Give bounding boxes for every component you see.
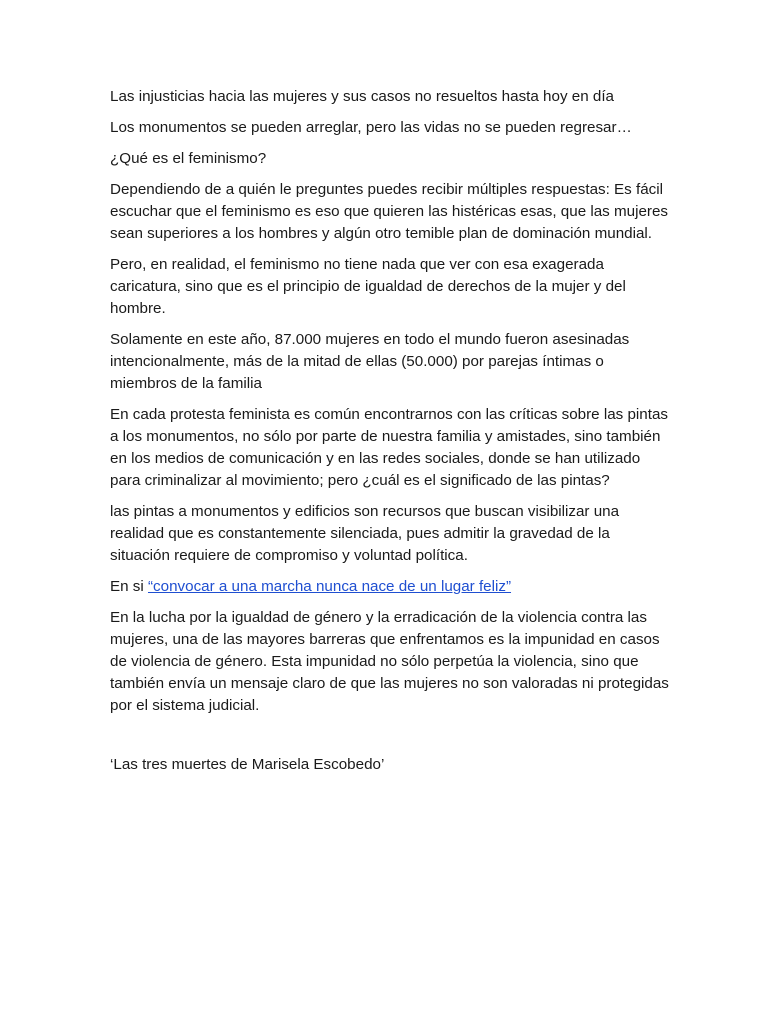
paragraph-que-es-feminismo: ¿Qué es el feminismo? — [110, 150, 267, 167]
paragraph-respuestas: Dependiendo de a quién le preguntes puedes recibir múltiples respuestas: Es fácil escuchar que el feminismo es eso que quieren las histéricas esas, que las mujeres sean superiores a los hombres y algún otro temible plan de dominación mundial. — [110, 181, 669, 242]
paragraph-pintas: las pintas a monumentos y edificios son recursos que buscan visibilizar una realidad que es constantemente silenciada, pues admitir la gravedad de la situación requiere de compromiso y voluntad política. — [110, 503, 620, 564]
paragraph-monumentos: Los monumentos se pueden arreglar, pero las vidas no se pueden regresar… — [110, 119, 632, 136]
paragraph-en-si-prefix: En si — [110, 578, 148, 595]
paragraph-protesta: En cada protesta feminista es común encontrarnos con las críticas sobre las pintas a los monumentos, no sólo por parte de nuestra familia y amistades, sino también en los medios de comunicación y en las redes sociales, donde se han utilizado para criminalizar al movimiento; pero ¿cuál es el significado de las pintas? — [110, 406, 668, 489]
paragraph-title-line: Las injusticias hacia las mujeres y sus casos no resueltos hasta hoy en día — [110, 88, 614, 105]
quote-link[interactable]: “convocar a una marcha nunca nace de un lugar feliz” — [147, 578, 512, 595]
paragraph-impunidad: En la lucha por la igualdad de género y la erradicación de la violencia contra las mujeres, una de las mayores barreras que enfrentamos es la impunidad en casos de violencia de género. Esta impunidad no sólo perpetúa la violencia, sino que también envía un mensaje claro de que las mujeres no son valoradas ni protegidas por el sistema judicial. — [110, 609, 669, 714]
paragraph-estadisticas: Solamente en este año, 87.000 mujeres en todo el mundo fueron asesinadas intencionalmente, más de la mitad de ellas (50.000) por parejas íntimas o miembros de la familia — [110, 331, 630, 392]
document-body — [110, 86, 670, 785]
paragraph-en-realidad: Pero, en realidad, el feminismo no tiene nada que ver con esa exagerada caricatura, sino que es el principio de igualdad de derechos de la mujer y del hombre. — [110, 256, 626, 317]
paragraph-marisela-escobedo: ‘Las tres muertes de Marisela Escobedo’ — [110, 756, 385, 773]
paragraph-en-si — [110, 576, 670, 598]
